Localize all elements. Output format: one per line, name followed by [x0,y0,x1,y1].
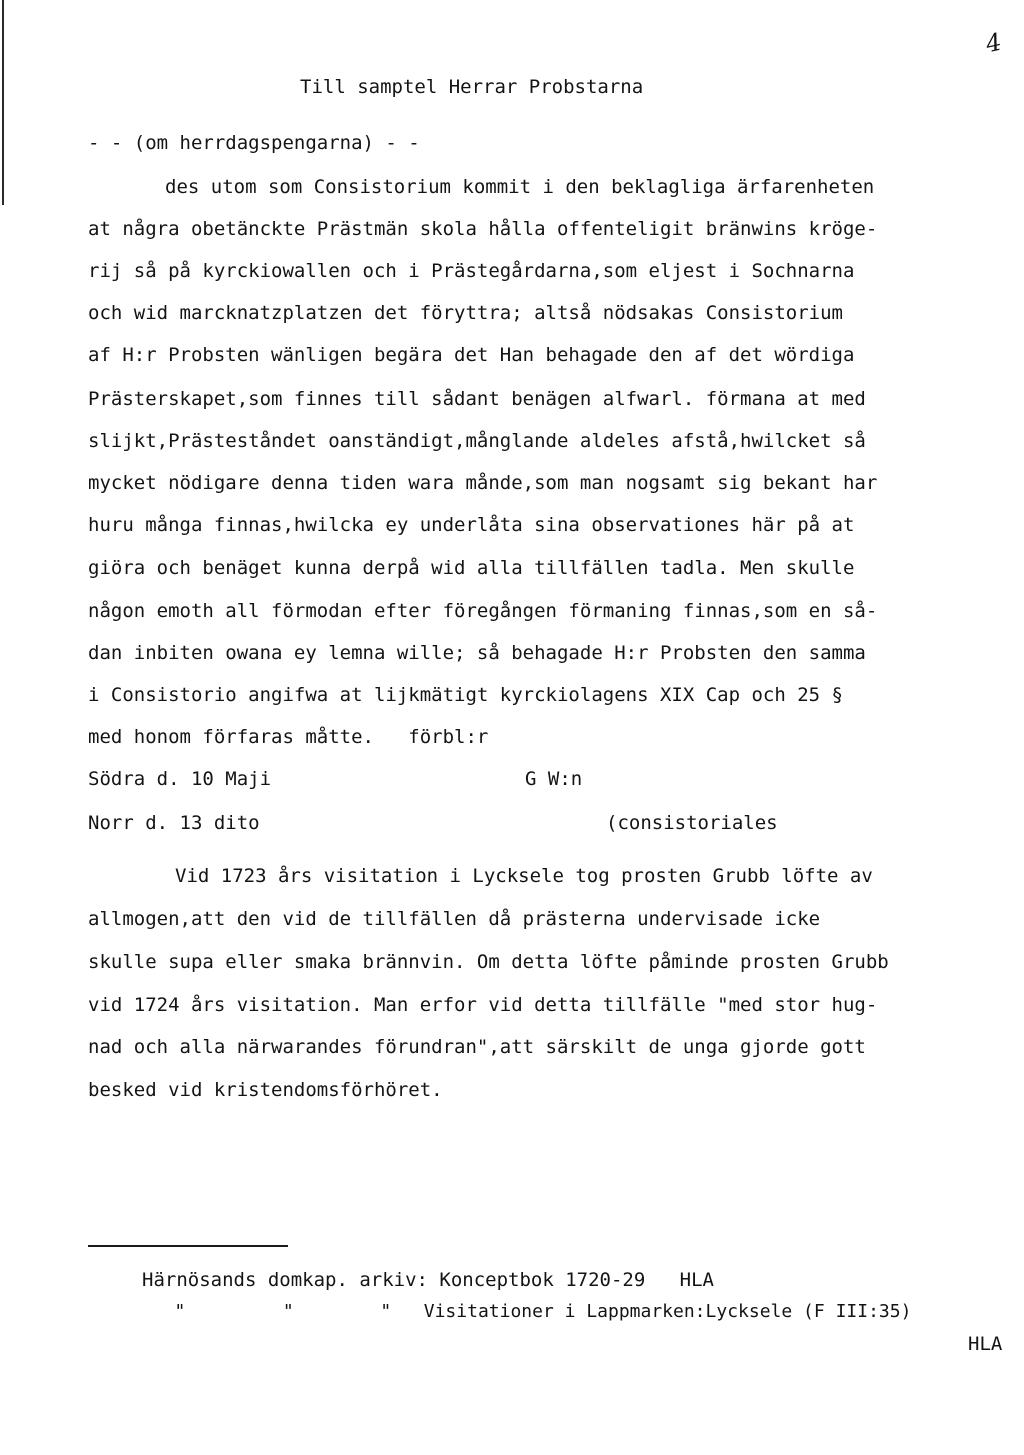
comment-line: skulle supa eller smaka brännvin. Om detta löfte påminde prosten Grubb [88,951,889,973]
letter-line: rij så på kyrckiowallen och i Prästegårdarna,som eljest i Sochnarna [88,260,855,282]
letter-line: mycket nödigare denna tiden wara månde,som man nogsamt sig bekant har [88,472,878,494]
signature-initials: G W:n [525,768,583,790]
footnote-line: Härnösands domkap. arkiv: Konceptbok 1720-29 HLA [142,1269,714,1291]
comment-line: Vid 1723 års visitation i Lycksele tog prosten Grubb löfte av [175,865,873,887]
scan-edge-line [2,0,4,205]
letter-line: någon emoth all förmodan efter föregången förmaning finnas,som en så- [88,600,878,622]
letter-line: giöra och benäget kunna derpå wid alla tillfällen tadla. Men skulle [88,557,855,579]
letter-heading: Till samptel Herrar Probstarna [300,76,644,98]
letter-line: med honom förfaras måtte. förbl:r [88,726,489,748]
letter-line: Prästerskapet,som finnes till sådant benägen alfwarl. förmana at med [88,388,866,410]
letter-line: af H:r Probsten wänligen begära det Han behagade den af det wördiga [88,344,855,366]
letter-line: at några obetänckte Prästmän skola hålla offenteligit bränwins kröge- [88,218,878,240]
letter-line: slijkt,Prästeståndet oanständigt,månglande aldeles afstå,hwilcket så [88,430,866,452]
date-north: Norr d. 13 dito [88,812,260,834]
letter-line: huru många finnas,hwilcka ey underlåta sina observationes här på at [88,514,855,536]
comment-line: besked vid kristendomsförhöret. [88,1079,443,1101]
footnote-line: HLA [968,1333,1003,1355]
letter-line: i Consistorio angifwa at lijkmätigt kyrckiolagens XIX Cap och 25 § [88,684,843,706]
letter-line: och wid marcknatzplatzen det föryttra; altså nödsakas Consistorium [88,302,843,324]
letter-subheading: - - (om herrdagspengarna) - - [88,132,420,154]
letter-line: des utom som Consistorium kommit i den beklagliga ärfarenheten [165,176,875,198]
footnote-line: " " " Visitationer i Lappmarken:Lycksele (F III:35) [142,1301,912,1322]
footnote-separator [88,1245,288,1247]
page-number: 4 [983,27,1005,59]
consistoriales-note: (consistoriales [606,812,778,834]
letter-line: dan inbiten owana ey lemna wille; så behagade H:r Probsten den samma [88,642,866,664]
comment-line: allmogen,att den vid de tillfällen då prästerna undervisade icke [88,908,821,930]
comment-line: vid 1724 års visitation. Man erfor vid detta tillfälle "med stor hug- [88,994,878,1016]
date-south: Södra d. 10 Maji [88,768,272,790]
comment-line: nad och alla närwarandes förundran",att särskilt de unga gjorde gott [88,1036,866,1058]
